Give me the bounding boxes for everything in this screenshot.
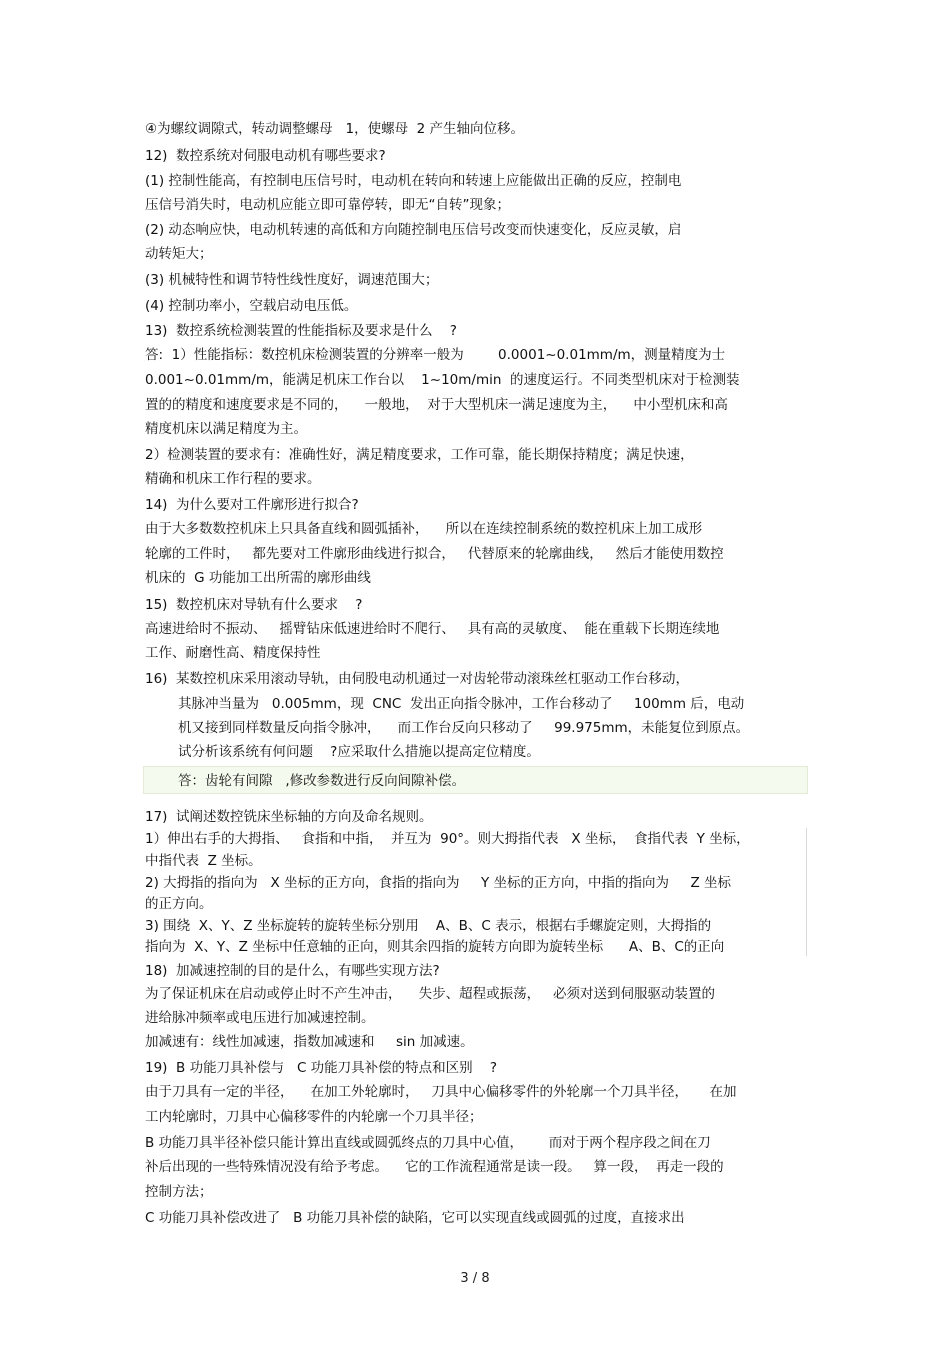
text-line: (3) 机械特性和调节特性线性度好，调速范围大；	[145, 272, 439, 288]
text-line: ④为螺纹调隙式，转动调整螺母 1，使螺母 2 产生轴向位移。	[145, 121, 525, 137]
text-line: 动转矩大；	[145, 246, 213, 262]
text-line: 压信号消失时，电动机应能立即可靠停转，即无“自转”现象；	[145, 197, 510, 213]
question-17: 17) 试阐述数控铣床坐标轴的方向及命名规则。	[145, 809, 433, 825]
question-13: 13) 数控系统检测装置的性能指标及要求是什么 ?	[145, 323, 457, 339]
text-line: 2）检测装置的要求有：准确性好，满足精度要求，工作可靠，能长期保持精度；满足快速，	[145, 447, 694, 463]
text-line: 精确和机床工作行程的要求。	[145, 471, 321, 487]
text-line: 1）伸出右手的大拇指、 食指和中指， 并互为 90°。则大拇指代表 X 坐标， 食指代表 Y 坐标，	[145, 831, 750, 847]
question-16: 16) 某数控机床采用滚动导轨，由伺股电动机通过一对齿轮带动滚珠丝杠驱动工作台移动，	[145, 671, 690, 687]
text-line: 指向为 X、Y、Z 坐标中任意轴的正向，则其余四指的旋转方向即为旋转坐标 A、B、C的正向	[145, 939, 725, 955]
text-line: 由于大多数数控机床上只具备直线和圆弧插补， 所以在连续控制系统的数控机床上加工成形	[145, 521, 703, 537]
question-15: 15) 数控机床对导轨有什么要求 ?	[145, 597, 363, 613]
question-12: 12) 数控系统对伺服电动机有哪些要求?	[145, 148, 386, 164]
text-line: (2) 动态响应快，电动机转速的高低和方向随控制电压信号改变而快速变化，反应灵敏，启	[145, 222, 682, 238]
text-line: 工作、耐磨性高、精度保持性	[145, 645, 321, 661]
text-line: 0.001~0.01mm/m，能满足机床工作台以 1~10m/min 的速度运行。不同类型机床对于检测装	[145, 372, 740, 388]
text-line: 机又接到同样数量反向指令脉冲， 而工作台反向只移动了 99.975mm，未能复位到原点。	[178, 720, 750, 736]
text-line: 轮廓的工件时， 都先要对工件廓形曲线进行拟合， 代替原来的轮廓曲线， 然后才能使用数控	[145, 546, 724, 562]
text-line: 的正方向。	[145, 896, 213, 912]
text-line: 其脉冲当量为 0.005mm，现 CNC 发出正向指令脉冲，工作台移动了 100mm 后，电动	[178, 696, 745, 712]
text-line: 为了保证机床在启动或停止时不产生冲击， 失步、超程或振荡， 必须对送到伺服驱动装置的	[145, 986, 716, 1002]
text-line: B 功能刀具半径补偿只能计算出直线或圆弧终点的刀具中心值， 而对于两个程序段之间在刀	[145, 1135, 711, 1151]
page-number: 3 / 8	[460, 1271, 490, 1286]
text-line: 补后出现的一些特殊情况没有给予考虑。 它的工作流程通常是读一段。 算一段， 再走一段的	[145, 1159, 724, 1175]
text-line: C 功能刀具补偿改进了 B 功能刀具补偿的缺陷，它可以实现直线或圆弧的过度，直接求出	[145, 1210, 685, 1226]
question-19: 19) B 功能刀具补偿与 C 功能刀具补偿的特点和区别 ?	[145, 1060, 498, 1076]
text-line: 加减速有：线性加减速，指数加减速和 sin 加减速。	[145, 1034, 474, 1050]
text-line: 中指代表 Z 坐标。	[145, 853, 262, 869]
text-line: 控制方法；	[145, 1184, 213, 1200]
text-line: 高速进给时不振动、 摇臂钻床低速进给时不爬行、 具有高的灵敏度、 能在重载下长期连续地	[145, 621, 720, 637]
answer-16: 答：齿轮有间隙 ,修改参数进行反向间隙补偿。	[178, 773, 466, 789]
margin-rule	[806, 828, 807, 956]
text-line: 精度机床以满足精度为主。	[145, 421, 307, 437]
text-line: 工内轮廓时，刀具中心偏移零件的内轮廓一个刀具半径；	[145, 1109, 483, 1125]
text-line: 置的的精度和速度要求是不同的， 一般地， 对于大型机床一满足速度为主， 中小型机床和高	[145, 397, 728, 413]
text-line: 由于刀具有一定的半径， 在加工外轮廓时， 刀具中心偏移零件的外轮廓一个刀具半径， 在加	[145, 1084, 737, 1100]
text-line: 进给脉冲频率或电压进行加减速控制。	[145, 1010, 375, 1026]
text-line: (4) 控制功率小，空载启动电压低。	[145, 298, 358, 314]
text-line: (1) 控制性能高，有控制电压信号时，电动机在转向和转速上应能做出正确的反应，控制电	[145, 173, 682, 189]
text-line: 试分析该系统有何问题 ?应采取什么措施以提高定位精度。	[178, 744, 540, 760]
question-14: 14) 为什么要对工件廓形进行拟合?	[145, 497, 359, 513]
text-line: 机床的 G 功能加工出所需的廓形曲线	[145, 570, 371, 586]
text-line: 2) 大拇指的指向为 X 坐标的正方向，食指的指向为 Y 坐标的正方向，中指的指向为 Z 坐标	[145, 875, 732, 891]
text-line: 答: 1）性能指标：数控机床检测装置的分辨率一般为 0.0001~0.01mm/m，测量精度为士	[145, 347, 726, 363]
question-18: 18) 加减速控制的目的是什么，有哪些实现方法?	[145, 963, 440, 979]
text-line: 3) 围绕 X、Y、Z 坐标旋转的旋转坐标分别用 A、B、C 表示，根据右手螺旋定则，大拇指的	[145, 918, 712, 934]
